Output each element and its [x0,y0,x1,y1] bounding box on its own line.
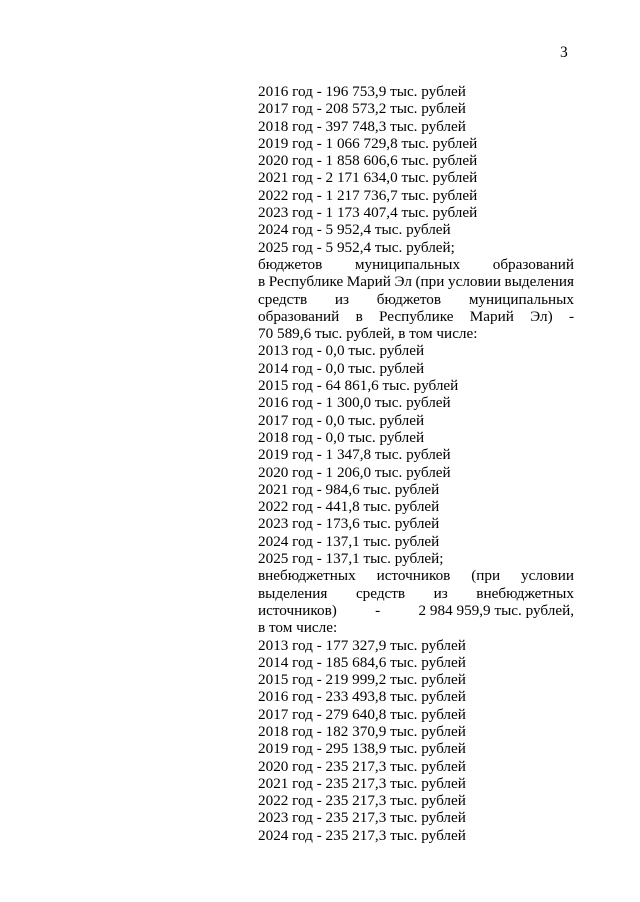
word: муниципальных [468,290,574,308]
list-item: 2021 год - 235 217,3 тыс. рублей [258,774,466,792]
list-item: 2016 год - 233 493,8 тыс. рублей [258,688,466,706]
word: источников [376,567,451,585]
word: источников) [258,601,337,619]
word: Республике [268,273,344,291]
justified-line [258,256,574,273]
word: Эл [394,273,412,291]
word: бюджетов [376,290,442,308]
page-number: 3 [560,44,568,61]
word: условии [448,273,501,291]
word: Республике [379,307,454,325]
list-item: 2016 год - 196 753,9 тыс. рублей [258,83,466,100]
municipal-budget-list [258,342,574,567]
list-item: 2021 год - 984,6 тыс. рублей [258,480,440,498]
word: в [355,307,363,325]
list-item: 2018 год - 0,0 тыс. рублей [258,428,425,446]
word: - [568,307,574,325]
list-item: 2015 год - 219 999,2 тыс. рублей [258,671,466,689]
word: Эл) [530,307,553,325]
list-item: 2023 год - 1 173 407,4 тыс. рублей [258,204,478,222]
justified-line [258,273,574,290]
list-item: 2017 год - 279 640,8 тыс. рублей [258,705,466,723]
word: 2 984 959,9 тыс. рублей, [418,601,574,619]
extra-total-line: в том числе: [258,619,338,637]
list-item: 2021 год - 2 171 634,0 тыс. рублей [258,169,478,187]
list-item: 2014 год - 185 684,6 тыс. рублей [258,653,466,671]
word: из [334,290,350,308]
list-item: 2024 год - 137,1 тыс. рублей [258,532,440,550]
word: образований [258,307,340,325]
list-item: 2020 год - 235 217,3 тыс. рублей [258,757,466,775]
word: Марий [346,273,391,291]
list-item: 2016 год - 1 300,0 тыс. рублей [258,394,451,412]
word: бюджетов [258,255,323,273]
word: из [433,584,448,602]
word: в [258,273,266,291]
word: образований [492,255,574,273]
word: выделения [258,584,328,602]
justified-line [258,585,574,602]
list-item: 2018 год - 397 748,3 тыс. рублей [258,117,466,135]
list-item: 2017 год - 0,0 тыс. рублей [258,411,425,429]
justified-line [258,291,574,308]
list-item: 2013 год - 177 327,9 тыс. рублей [258,636,466,654]
word: - [375,601,381,619]
justified-line [258,308,574,325]
extra-budget-list [258,637,574,845]
word: (при [415,273,445,291]
list-item: 2025 год - 5 952,4 тыс. рублей; [258,238,455,256]
list-item: 2019 год - 295 138,9 тыс. рублей [258,740,466,758]
list-item: 2022 год - 235 217,3 тыс. рублей [258,792,466,810]
list-item: 2024 год - 5 952,4 тыс. рублей [258,221,451,239]
word: (при [471,567,501,585]
list-item: 2013 год - 0,0 тыс. рублей [258,342,425,360]
list-item: 2022 год - 1 217 736,7 тыс. рублей [258,186,478,204]
word: выделения [504,273,574,291]
list-item: 2018 год - 182 370,9 тыс. рублей [258,722,466,740]
word: Марий [469,307,514,325]
list-item: 2020 год - 1 858 606,6 тыс. рублей [258,152,478,170]
list-item: 2015 год - 64 861,6 тыс. рублей [258,377,459,395]
justified-line [258,567,574,584]
list-item: 2020 год - 1 206,0 тыс. рублей [258,463,451,481]
list-item: 2023 год - 173,6 тыс. рублей [258,515,440,533]
list-item: 2019 год - 1 347,8 тыс. рублей [258,446,451,464]
municipal-budget-heading [258,256,574,342]
document-body [258,83,574,844]
list-item: 2022 год - 441,8 тыс. рублей [258,498,440,516]
regional-budget-list [258,83,574,256]
word: средств [258,290,308,308]
word: внебюджетных [258,567,356,585]
word: условии [521,567,574,585]
list-item: 2017 год - 208 573,2 тыс. рублей [258,100,466,118]
word: средств [355,584,406,602]
justified-line [258,602,574,619]
list-item: 2025 год - 137,1 тыс. рублей; [258,550,444,568]
word: муниципальных [354,255,461,273]
list-item: 2014 год - 0,0 тыс. рублей [258,359,425,377]
list-item: 2023 год - 235 217,3 тыс. рублей [258,809,466,827]
list-item: 2024 год - 235 217,3 тыс. рублей [258,826,466,844]
list-item: 2019 год - 1 066 729,8 тыс. рублей [258,134,478,152]
extra-budget-heading [258,567,574,636]
word: внебюджетных [476,584,574,602]
municipal-total-line: 70 589,6 тыс. рублей, в том числе: [258,325,478,343]
